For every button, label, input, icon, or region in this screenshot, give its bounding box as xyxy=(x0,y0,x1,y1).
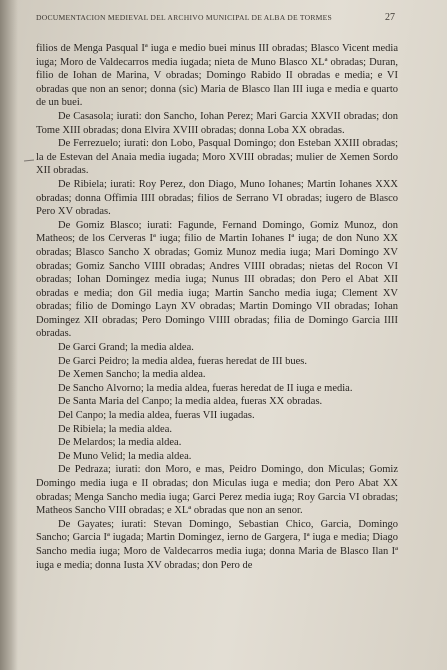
paragraph: De Xemen Sancho; la media aldea. xyxy=(58,369,206,381)
paragraph: De Casasola; iurati: don Sancho, Iohan Perez; Mari Garcia XXVII obradas; don Tome XIII obradas; dona Elvira XVIII obradas; donna Loba XX obradas. xyxy=(36,110,398,136)
paragraph: De Ribiela; la media aldea. xyxy=(58,423,172,435)
paragraph: De Gomiz Blasco; iurati: Fagunde, Fernand Domingo, Gomiz Munoz, don Matheos; de los Cerveras Iª iuga; filio de Martin Iohanes Iª iuga; de don Nuno XX obradas; Blasco Sancho X obradas; Gomiz Munoz media iuga; Mari Domingo XV obradas; Gomiz Sancho VIIII obradas; Andres VIIII obradas; nietas del Rocon VI obradas; Iohan Domingez media iuga; Nunus III obradas; don Pero el Abat XII obradas e media; don Gil media iuga; Martin Sancho media iuga; Clement XV obradas; filio de Domingo Layn XV obradas; Martin Domingo VII obradas; Iohan Domingez XII obradas; Pero Domingo VIIII obradas; filia de Domingo Garcia IIII obradas. xyxy=(36,219,398,340)
paragraph: De Santa Maria del Canpo; la media aldea, fueras XX obradas. xyxy=(58,396,323,408)
paragraph: De Pedraza; iurati: don Moro, e mas, Peidro Domingo, don Miculas; Gomiz Domingo media iuga e II obradas; don Miculas iuga e media; don Pero Abat XX obradas; Menga Sancho media iuga; Garci Perez media iuga; Roy Garcia VI obradas; Matheos Sancho VIII obradas; e XLª obradas que non an senor. xyxy=(36,464,398,517)
paragraph: De Ferrezuelo; iurati: don Lobo, Pasqual Domingo; don Esteban XXIII obradas; la de Estevan del Anaia media iugada; Moro XVIII obradas; mulier de Xemen Sordo XII obradas. xyxy=(36,138,398,177)
book-gutter-shadow xyxy=(0,0,18,670)
paragraph: Del Canpo; la media aldea, fueras VII iugadas. xyxy=(58,410,255,422)
page-header xyxy=(36,12,395,23)
margin-pencil-mark xyxy=(24,159,34,161)
paragraph: De Muno Velid; la media aldea. xyxy=(58,450,192,462)
paragraph: De Garci Peidro; la media aldea, fueras heredat de III bues. xyxy=(58,355,307,367)
running-head: DOCUMENTACION MEDIEVAL DEL ARCHIVO MUNICIPAL DE ALBA DE TORMES xyxy=(36,13,333,22)
paragraph: De Ribiela; iurati: Roy Perez, don Diago, Muno Iohanes; Martin Iohanes XXX obradas; donna Offimia IIII obradas; filios de Serrano VI obradas; iugero de Blasco Pero XV obradas. xyxy=(36,178,398,218)
paragraph: De Garci Grand; la media aldea. xyxy=(58,342,194,354)
paragraph: De Melardos; la media aldea. xyxy=(58,437,182,449)
page-number: 27 xyxy=(385,12,395,23)
paragraph: filios de Menga Pasqual Iª iuga e medio buei minus III obradas; Blasco Vicent media iuga; Moro de Valdecarros media iugada; nieta de Muno Blasco XLª obradas; Duran, filio de Iohan de Marina, V obradas; Domingo Rabido II obradas e media; e VI obradas que non an senor; donna (sic) Maria de Blasco Ilan III iuga e media e quarto de un buei. xyxy=(36,43,398,109)
paragraph: De Sancho Alvorno; la media aldea, fueras heredat de II iuga e media. xyxy=(58,382,353,394)
paragraph: De Gayates; iurati: Stevan Domingo, Sebastian Chico, Garcia, Domingo Sancho; Garcia Iª iugada; Martin Domingez, ierno de Gargera, Iª iuga e media; Diago Sancho media iuga; Moro de Valdecarros media iuga; donna Maria de Blasco Ilan Iª iuga e media; donna Iusta XV obradas; don Pero de xyxy=(36,518,398,571)
body-text xyxy=(36,42,398,572)
